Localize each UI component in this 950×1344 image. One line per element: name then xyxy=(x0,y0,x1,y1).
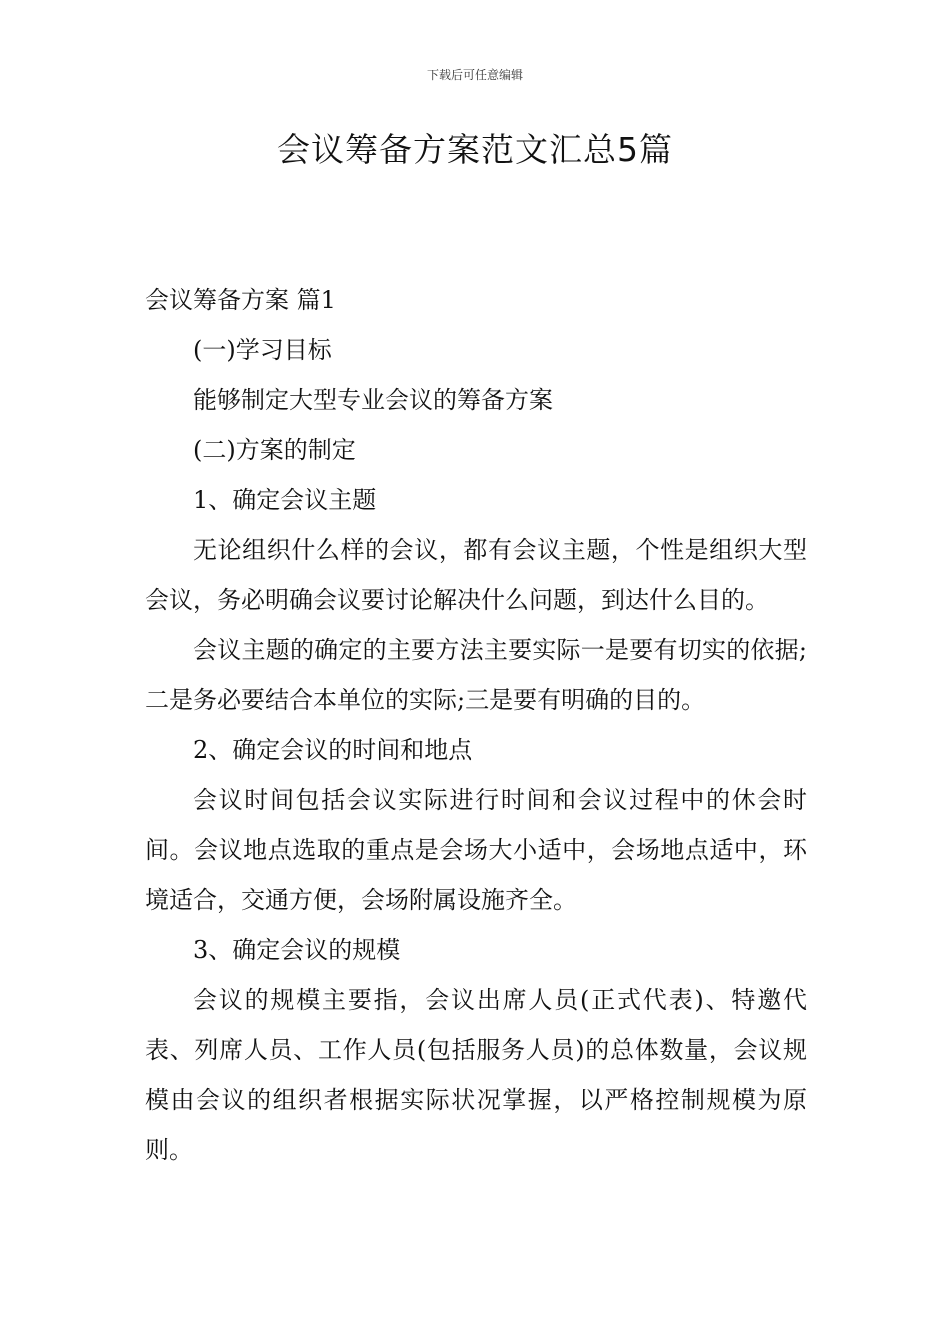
item-heading-time-place: 2、确定会议的时间和地点 xyxy=(193,736,473,764)
subheading-learning-goal: (一)学习目标 xyxy=(193,336,332,364)
item-heading-scale: 3、确定会议的规模 xyxy=(193,936,401,964)
subheading-plan-making: (二)方案的制定 xyxy=(193,436,356,464)
section-heading: 会议筹备方案 篇1 xyxy=(145,286,336,314)
document-title: 会议筹备方案范文汇总5篇 xyxy=(277,130,673,169)
paragraph: 会议的规模主要指，会议出席人员(正式代表)、特邀代表、列席人员、工作人员(包括服务人员)的总体数量，会议规模由会议的组织者根据实际状况掌握，以严格控制规模为原则。 xyxy=(145,986,807,1164)
document-body xyxy=(145,275,807,1175)
paragraph: 能够制定大型专业会议的筹备方案 xyxy=(193,386,553,414)
item-heading-theme: 1、确定会议主题 xyxy=(193,486,377,514)
paragraph: 无论组织什么样的会议，都有会议主题，个性是组织大型会议，务必明确会议要讨论解决什么问题，到达什么目的。 xyxy=(145,536,807,614)
header-note: 下载后可任意编辑 xyxy=(426,68,523,82)
paragraph: 会议时间包括会议实际进行时间和会议过程中的休会时间。会议地点选取的重点是会场大小适中，会场地点适中，环境适合，交通方便，会场附属设施齐全。 xyxy=(145,786,807,914)
paragraph: 会议主题的确定的主要方法主要实际一是要有切实的依据;二是务必要结合本单位的实际;三是要有明确的目的。 xyxy=(145,636,807,714)
